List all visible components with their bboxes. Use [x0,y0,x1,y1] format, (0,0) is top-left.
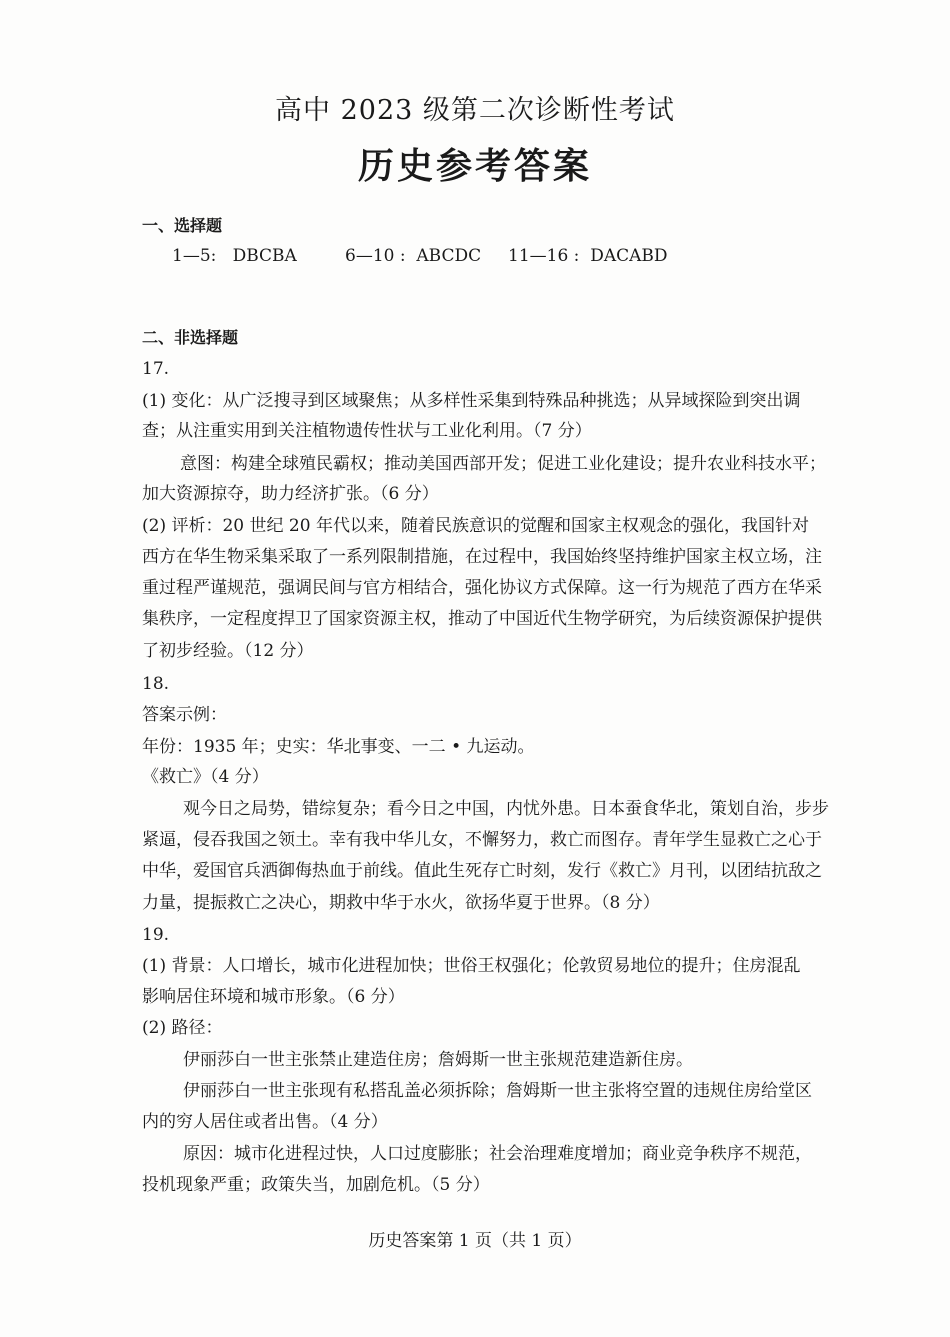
text-line: (2) 评析：20 世纪 20 年代以来，随着民族意识的觉醒和国家主权观念的强化，我国针对 [142,516,809,536]
text-line: 内的穷人居住或者出售。（4 分） [142,1112,388,1132]
text-line: 伊丽莎白一世主张禁止建造住房；詹姆斯一世主张规范建造新住房。 [183,1050,693,1070]
text-line: 投机现象严重；政策失当，加剧危机。（5 分） [142,1175,490,1195]
page-footer: 历史答案第 1 页（共 1 页） [368,1231,582,1251]
text-line: 力量，提振救亡之决心，期救中华于水火，欲扬华夏于世界。（8 分） [142,893,660,913]
exam-title: 高中 2023 级第二次诊断性考试 [275,95,675,126]
text-line: 年份：1935 年；史实：华北事变、一二 • 九运动。 [142,737,535,757]
text-line: 加大资源掠夺，助力经济扩张。（6 分） [142,484,439,504]
text-line: 查；从注重实用到关注植物遗传性状与工业化利用。（7 分） [142,421,592,441]
answer-group-1 [172,246,297,266]
text-line: (1) 变化：从广泛搜寻到区域聚焦；从多样性采集到特殊品种挑选；从异域探险到突出调 [142,391,801,411]
text-line: 意图：构建全球殖民霸权；推动美国西部开发；促进工业化建设；提升农业科技水平； [180,454,826,474]
text-line: 答案示例： [142,705,227,725]
text-line: 影响居住环境和城市形象。（6 分） [142,987,405,1007]
text-line: (1) 背景：人口增长，城市化进程加快；世俗王权强化；伦敦贸易地位的提升；住房混乱 [142,956,801,976]
question-number: 19. [142,925,170,945]
question-number: 18. [142,674,170,694]
page-title: 历史参考答案 [357,145,592,187]
text-line: 观今日之局势，错综复杂；看今日之中国，内忧外患。日本蚕食华北，策划自治，步步 [183,799,829,819]
text-line: 集秩序，一定程度捍卫了国家资源主权，推动了中国近代生物学研究，为后续资源保护提供 [142,609,822,629]
answer-range: 11—16 : [508,246,580,266]
text-line: 紧逼，侵吞我国之领土。幸有我中华儿女，不懈努力，救亡而图存。青年学生显救亡之心于 [142,830,822,850]
text-line: (2) 路径： [142,1018,223,1038]
text-line: 西方在华生物采集采取了一系列限制措施，在过程中，我国始终坚持维护国家主权立场，注 [142,547,822,567]
section-heading-choice: 一、选择题 [142,216,223,235]
answer-range: 1—5: [172,246,217,266]
answer-keys: DBCBA [232,246,297,266]
text-line: 伊丽莎白一世主张现有私搭乱盖必须拆除；詹姆斯一世主张将空置的违规住房给堂区 [183,1081,812,1101]
answer-keys: ABCDC [416,246,482,266]
question-number: 17. [142,359,170,379]
answer-range: 6—10 : [345,246,406,266]
text-line: 《救亡》（4 分） [142,767,269,787]
text-line: 中华，爱国官兵洒御侮热血于前线。值此生死存亡时刻，发行《救亡》月刊，以团结抗敌之 [142,861,822,881]
text-line: 了初步经验。（12 分） [142,641,314,661]
answer-group-2 [345,246,481,266]
text-line: 重过程严谨规范，强调民间与官方相结合，强化协议方式保障。这一行为规范了西方在华采 [142,578,822,598]
text-line: 原因：城市化进程过快，人口过度膨胀；社会治理难度增加；商业竞争秩序不规范， [183,1144,812,1164]
section-heading-nonchoice: 二、非选择题 [142,328,239,347]
answer-keys: DACABD [590,246,668,266]
answer-group-3 [508,246,668,266]
